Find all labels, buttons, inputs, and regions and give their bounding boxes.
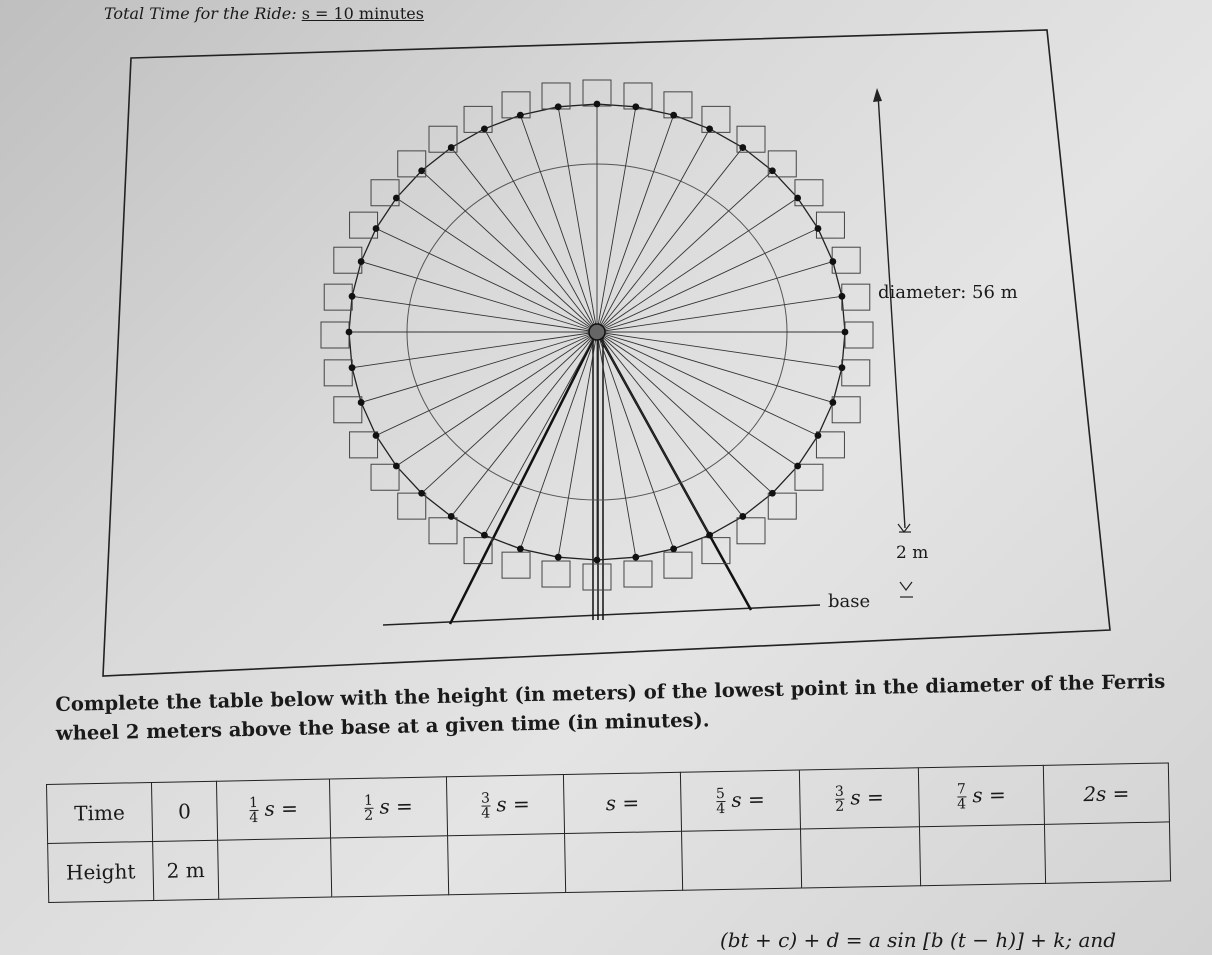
spoke — [558, 107, 597, 332]
gondola — [842, 360, 870, 386]
rim-bolt — [349, 364, 356, 371]
fraction: $\frac{1}{4}$ — [248, 794, 259, 826]
time-cell[interactable] — [563, 772, 681, 833]
rim-bolt — [393, 195, 400, 202]
rim-bolt — [632, 103, 639, 110]
rim-bolt — [358, 399, 365, 406]
rim-bolt — [594, 557, 601, 564]
rim-bolt — [769, 167, 776, 174]
spoke — [396, 198, 597, 332]
spoke — [597, 148, 743, 332]
offset-marker-bottom — [900, 582, 912, 590]
rim-bolt — [670, 112, 677, 119]
time-suffix: 2s = — [1083, 781, 1130, 807]
rim-bolt — [373, 225, 380, 232]
rim-bolt — [418, 167, 425, 174]
time-cell[interactable] — [446, 775, 564, 836]
header-value: s = 10 minutes — [301, 4, 424, 23]
time-suffix: s = — [489, 791, 531, 816]
diameter-arrow-line — [878, 94, 905, 528]
spoke — [597, 332, 772, 493]
rim-bolt — [739, 144, 746, 151]
spoke — [597, 332, 833, 402]
gondola — [842, 284, 870, 310]
rim-bolt — [555, 554, 562, 561]
rim-bolt — [815, 225, 822, 232]
rim-bolt — [517, 112, 524, 119]
spoke — [597, 296, 842, 332]
height-cell[interactable] — [682, 829, 802, 890]
rim-bolt — [418, 490, 425, 497]
spoke — [484, 332, 597, 535]
time-cell[interactable] — [216, 779, 330, 840]
rim-bolt — [842, 329, 849, 336]
spoke — [376, 228, 597, 332]
support-leg-left — [450, 332, 597, 624]
rim-bolt — [555, 103, 562, 110]
spoke — [597, 332, 818, 436]
spoke — [352, 296, 597, 332]
fraction: $\frac{1}{2}$ — [363, 792, 374, 824]
gondola — [702, 538, 730, 564]
gondola — [832, 247, 860, 273]
gondola — [702, 106, 730, 132]
spoke — [451, 332, 597, 516]
time-suffix: s = — [843, 784, 884, 810]
rim-bolt — [815, 432, 822, 439]
time-cell[interactable] — [1043, 763, 1169, 824]
fraction: $\frac{3}{2}$ — [834, 783, 845, 815]
spoke — [597, 332, 798, 466]
spoke — [520, 115, 597, 332]
gondola — [502, 552, 530, 578]
gondola — [398, 493, 426, 519]
gondola — [795, 180, 823, 206]
gondola — [542, 561, 570, 587]
spoke — [597, 171, 772, 332]
instruction-text: Complete the table below with the height (in meters) of the lowest point in the diameter of the Ferris wheel 2 meters above the base at a given time (in minutes). — [55, 669, 1166, 745]
gondola — [624, 561, 652, 587]
rim-bolt — [829, 258, 836, 265]
spoke — [597, 129, 710, 332]
spoke — [558, 332, 597, 557]
gondola — [845, 322, 873, 348]
time-suffix: s = — [605, 790, 640, 816]
offset-marker-top — [898, 524, 910, 532]
rim-bolt — [448, 513, 455, 520]
time-cell[interactable] — [799, 768, 919, 829]
spoke — [597, 107, 636, 332]
time-suffix: s = — [965, 782, 1006, 807]
height-cell[interactable] — [801, 827, 921, 888]
spoke — [597, 228, 818, 332]
rim-bolt — [481, 125, 488, 132]
spoke — [352, 332, 597, 368]
rim-bolt — [481, 532, 488, 539]
spoke — [597, 332, 674, 549]
height-cell[interactable] — [448, 834, 566, 895]
gondola — [324, 360, 352, 386]
gondola — [429, 518, 457, 544]
rim-bolt — [706, 125, 713, 132]
spoke — [361, 262, 597, 332]
height-row-label: Height — [48, 841, 154, 902]
rim-bolt — [794, 463, 801, 470]
hub — [589, 324, 605, 340]
rim-bolt — [517, 545, 524, 552]
rim-bolt — [358, 258, 365, 265]
rim-bolt — [349, 293, 356, 300]
spoke — [484, 129, 597, 332]
rim-bolt — [632, 554, 639, 561]
diameter-arrowhead — [873, 88, 882, 102]
rim-bolt — [393, 463, 400, 470]
spoke — [451, 148, 597, 332]
rim-bolt — [670, 545, 677, 552]
figure-border — [103, 30, 1110, 676]
gondola — [737, 518, 765, 544]
gondola — [324, 284, 352, 310]
height-cell[interactable] — [218, 838, 332, 899]
time-cell-0: 0 — [151, 781, 217, 841]
time-height-table — [46, 762, 1171, 903]
gondola — [334, 397, 362, 423]
time-suffix: s = — [724, 786, 765, 812]
gondola — [832, 397, 860, 423]
time-row-label: Time — [47, 782, 153, 843]
spoke — [396, 332, 597, 466]
gondola — [464, 106, 492, 132]
spoke — [422, 171, 597, 332]
time-cell[interactable] — [680, 770, 800, 831]
height-cell[interactable] — [1044, 822, 1170, 883]
rim-bolt — [448, 144, 455, 151]
rim-bolt — [839, 293, 846, 300]
height-cell[interactable] — [565, 831, 683, 892]
gondola — [664, 552, 692, 578]
time-suffix: s = — [372, 793, 414, 819]
formula-fragment: (bt + c) + d = a sin [b (t − h)] + k; and — [720, 928, 1117, 952]
spoke — [597, 198, 798, 332]
height-cell-0: 2 m — [153, 840, 219, 900]
time-cell[interactable] — [918, 765, 1044, 826]
rim-bolt — [594, 101, 601, 108]
height-cell[interactable] — [919, 824, 1045, 885]
fraction: $\frac{5}{4}$ — [715, 785, 726, 817]
spoke — [520, 332, 597, 549]
base-line — [383, 605, 820, 625]
gondola — [371, 180, 399, 206]
spoke — [422, 332, 597, 493]
header-prefix: Total Time for the Ride: — [104, 4, 297, 23]
rim-bolt — [769, 490, 776, 497]
rim-bolt — [346, 329, 353, 336]
gondola — [321, 322, 349, 348]
height-cell[interactable] — [331, 836, 449, 897]
rim-bolt — [839, 364, 846, 371]
spoke — [597, 332, 710, 535]
ferris-wheel — [321, 80, 873, 590]
time-suffix: s = — [257, 795, 299, 821]
fraction: $\frac{3}{4}$ — [480, 789, 491, 822]
gondola — [768, 493, 796, 519]
diameter-label: diameter: 56 m — [878, 282, 1018, 303]
spoke — [376, 332, 597, 436]
spoke — [361, 332, 597, 402]
gondola — [334, 247, 362, 273]
spoke — [597, 332, 842, 368]
rim-bolt — [794, 195, 801, 202]
spoke — [597, 262, 833, 332]
gondola — [583, 564, 611, 590]
offset-label: 2 m — [896, 543, 929, 563]
rim-bolt — [706, 532, 713, 539]
time-cell[interactable] — [329, 777, 447, 838]
fraction: $\frac{7}{4}$ — [956, 780, 967, 813]
spoke — [597, 115, 674, 332]
base-label: base — [828, 591, 871, 612]
rim-bolt — [739, 513, 746, 520]
rim-bolt — [829, 399, 836, 406]
rim-bolt — [373, 432, 380, 439]
spoke — [597, 332, 743, 516]
